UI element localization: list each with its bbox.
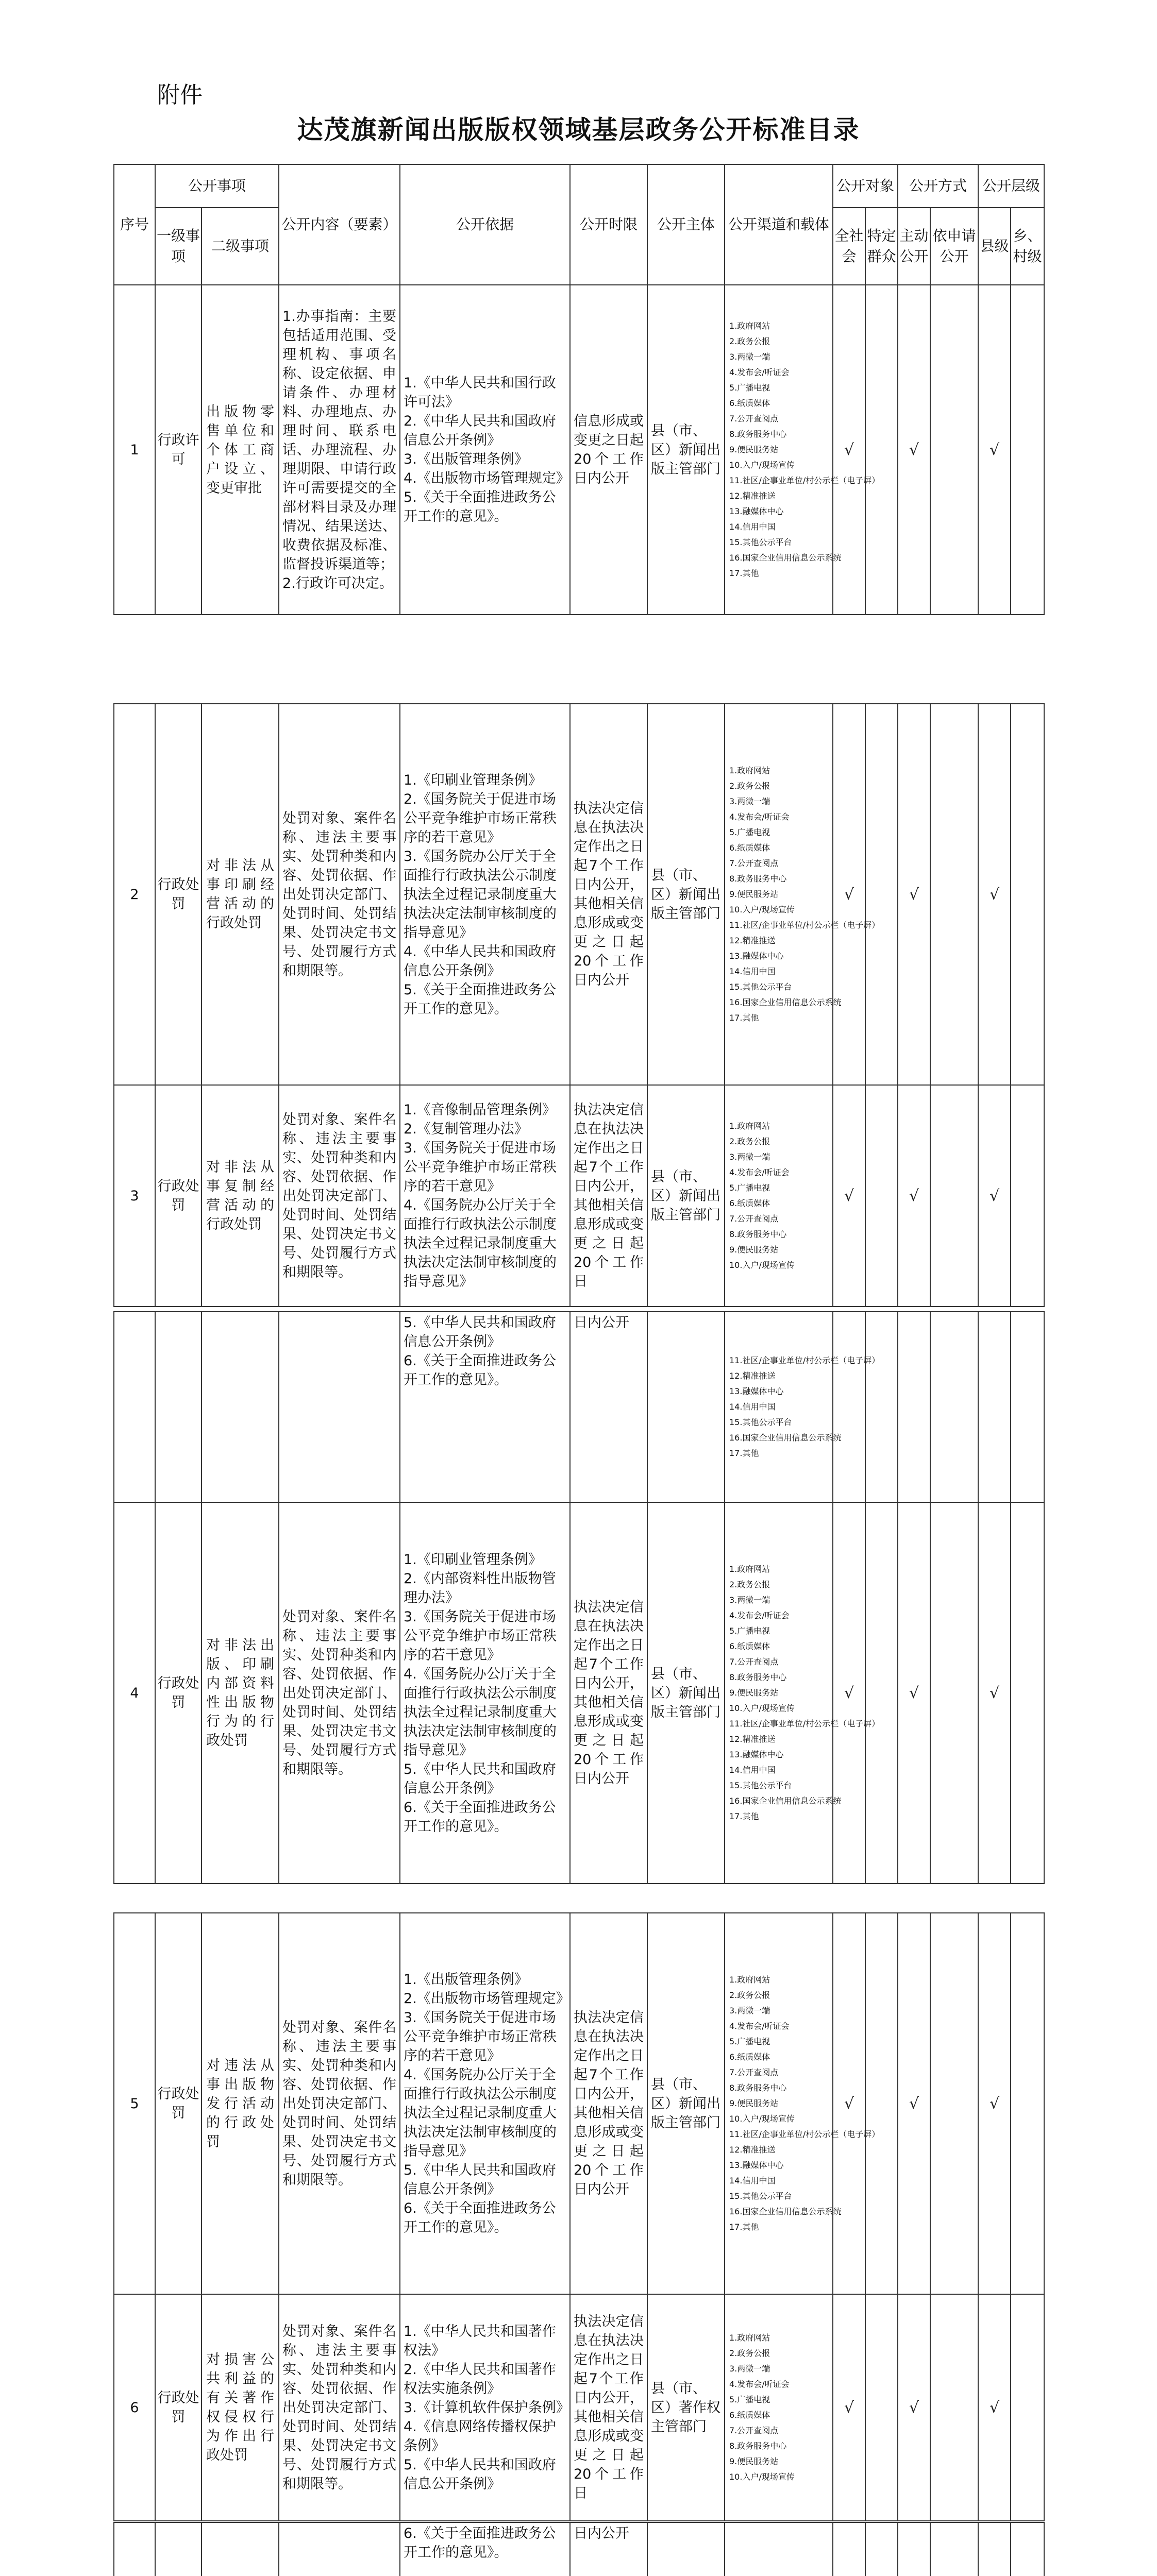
check-specific xyxy=(865,2294,898,2521)
col-item-group: 公开事项 xyxy=(155,164,279,208)
check-active: √ xyxy=(898,1913,930,2294)
check-request xyxy=(930,285,978,615)
table-row xyxy=(114,704,1044,1085)
row-level1 xyxy=(155,1312,202,1502)
channel-item: 16.国家企业信用信息公示系统 xyxy=(729,997,842,1007)
row-subject: 县（市、区）新闻出版主管部门 xyxy=(647,1085,725,1307)
check-request xyxy=(930,1502,978,1884)
check-specific xyxy=(865,1913,898,2294)
channel-item: 14.信用中国 xyxy=(729,967,776,976)
basis-line: 1.《中华人民共和国著作权法》 xyxy=(404,2323,556,2359)
row-level2: 对违法从事出版物发行活动的行政处罚 xyxy=(202,1913,279,2294)
row-subject: 县（市、区）新闻出版主管部门 xyxy=(647,704,725,1085)
check-request xyxy=(930,1085,978,1307)
channel-item: 5.广播电视 xyxy=(729,1626,770,1636)
row-level2: 出版物零售单位和个体工商户设立、变更审批 xyxy=(202,285,279,615)
channel-item: 16.国家企业信用信息公示系统 xyxy=(729,1433,842,1443)
channel-item: 4.发布会/听证会 xyxy=(729,367,790,377)
check-request xyxy=(930,1312,978,1502)
channel-item: 5.广播电视 xyxy=(729,1183,770,1193)
row-content: 处罚对象、案件名称、违法主要事实、处罚种类和内容、处罚依据、作出处罚决定部门、处罚时间、处罚结果、处罚决定书文号、处罚履行方式和期限等。 xyxy=(279,1085,400,1307)
channel-item: 10.入户/现场宣传 xyxy=(729,2472,795,2482)
channel-item: 13.融媒体中心 xyxy=(729,506,784,516)
basis-line: 5.《关于全面推进政务公开工作的意见》。 xyxy=(404,489,556,524)
col-society: 全社会 xyxy=(833,208,865,285)
col-active: 主动公开 xyxy=(898,208,930,285)
check-society: √ xyxy=(833,2294,865,2521)
row-seq: 2 xyxy=(114,704,155,1085)
channel-item: 15.其他公示平台 xyxy=(729,537,792,547)
check-township xyxy=(1011,1312,1044,1502)
check-society xyxy=(833,1312,865,1502)
channel-item: 12.精准推送 xyxy=(729,2145,776,2155)
basis-line: 2.《复制管理办法》 xyxy=(404,1121,528,1137)
channel-item: 4.发布会/听证会 xyxy=(729,2021,790,2031)
channel-item: 5.广播电视 xyxy=(729,827,770,837)
row-basis xyxy=(400,2522,570,2576)
catalog-table-page-4 xyxy=(113,1912,1045,2521)
channel-item: 13.融媒体中心 xyxy=(729,1386,784,1396)
channel-item: 11.社区/企事业单位/村公示栏（电子屏） xyxy=(729,1355,880,1365)
row-seq xyxy=(114,2522,155,2576)
row-content xyxy=(279,285,400,615)
channel-item: 10.入户/现场宣传 xyxy=(729,460,795,470)
basis-line: 3.《国务院关于促进市场公平竞争维护市场正常秩序的若干意见》 xyxy=(404,2010,557,2064)
channel-item: 1.政府网站 xyxy=(729,2333,770,2343)
row-level1: 行政处罚 xyxy=(155,1913,202,2294)
check-county xyxy=(978,2522,1011,2576)
channel-item: 13.融媒体中心 xyxy=(729,2160,784,2170)
check-county: √ xyxy=(978,2294,1011,2521)
check-society: √ xyxy=(833,704,865,1085)
channel-item: 17.其他 xyxy=(729,1013,759,1023)
col-content-label: 公开内容（要素） xyxy=(281,216,397,233)
row-seq: 6 xyxy=(114,2294,155,2521)
channel-item: 6.纸质媒体 xyxy=(729,2052,770,2062)
channel-item: 8.政务服务中心 xyxy=(729,2441,787,2451)
channel-item: 13.融媒体中心 xyxy=(729,951,784,961)
basis-line: 2.《中华人民共和国著作权法实施条例》 xyxy=(404,2361,556,2397)
channel-item: 3.两微一端 xyxy=(729,352,770,362)
basis-line: 4.《国务院办公厅关于全面推行行政执法公示制度执法全过程记录制度重大执法决定法制审核制度的指导意见》 xyxy=(404,2067,557,2159)
check-county: √ xyxy=(978,1502,1011,1884)
col-basis: 公开依据 xyxy=(400,164,570,285)
check-township xyxy=(1011,1913,1044,2294)
row-level2: 对非法从事复制经营活动的行政处罚 xyxy=(202,1085,279,1307)
row-level2: 对非法从事印刷经营活动的行政处罚 xyxy=(202,704,279,1085)
content-line: 1.办事指南：主要包括适用范围、受理机构、事项名称、设定依据、申请条件、办理材料、办理地点、办理时间、联系电话、办理流程、办理期限、申请行政许可需要提交的全部材料目录及办理情况、结果送达、收费依据及标准、监督投诉渠道等； xyxy=(282,308,397,572)
channel-item: 11.社区/企事业单位/村公示栏（电子屏） xyxy=(729,2129,880,2139)
channel-item: 7.公开查阅点 xyxy=(729,1657,779,1667)
check-active: √ xyxy=(898,1085,930,1307)
col-time: 公开时限 xyxy=(570,164,647,285)
channel-item: 10.入户/现场宣传 xyxy=(729,905,795,914)
channel-item: 17.其他 xyxy=(729,1448,759,1458)
row-subject: 县（市、区）新闻出版主管部门 xyxy=(647,1502,725,1884)
channel-item: 9.便民服务站 xyxy=(729,2456,779,2466)
check-township xyxy=(1011,2294,1044,2521)
check-request xyxy=(930,2294,978,2521)
col-level1: 一级事项 xyxy=(155,208,202,285)
basis-line: 1.《印刷业管理条例》 xyxy=(404,772,542,788)
row-subject: 县（市、区）新闻出版主管部门 xyxy=(647,285,725,615)
check-specific xyxy=(865,1312,898,1502)
check-active: √ xyxy=(898,2294,930,2521)
row-level1: 行政处罚 xyxy=(155,2294,202,2521)
col-county: 县级 xyxy=(978,208,1011,285)
row-basis xyxy=(400,2294,570,2521)
check-specific xyxy=(865,1502,898,1884)
channel-item: 8.政务服务中心 xyxy=(729,2083,787,2093)
table-row xyxy=(114,2522,1044,2576)
channel-item: 1.政府网站 xyxy=(729,1975,770,1985)
basis-line: 4.《国务院办公厅关于全面推行行政执法公示制度执法全过程记录制度重大执法决定法制审核制度的指导意见》 xyxy=(404,1666,557,1758)
basis-line: 2.《内部资料性出版物管理办法》 xyxy=(404,1570,556,1606)
channel-item: 12.精准推送 xyxy=(729,936,776,945)
check-specific xyxy=(865,1085,898,1307)
table-row xyxy=(114,285,1044,615)
channel-item: 7.公开查阅点 xyxy=(729,414,779,423)
channel-item: 1.政府网站 xyxy=(729,766,770,775)
check-specific xyxy=(865,285,898,615)
basis-line: 4.《国务院办公厅关于全面推行行政执法公示制度执法全过程记录制度重大执法决定法制审核制度的指导意见》 xyxy=(404,1197,557,1290)
basis-line: 5.《关于全面推进政务公开工作的意见》。 xyxy=(404,981,556,1017)
row-time: 日内公开 xyxy=(570,2522,647,2576)
row-channels xyxy=(725,704,880,1085)
row-basis xyxy=(400,1913,570,2294)
check-county: √ xyxy=(978,1085,1011,1307)
channel-item: 14.信用中国 xyxy=(729,1402,776,1412)
basis-line: 3.《出版管理条例》 xyxy=(404,451,528,467)
check-active xyxy=(898,1312,930,1502)
row-basis xyxy=(400,285,570,615)
channel-item: 2.政务公报 xyxy=(729,781,770,791)
channel-item: 3.两微一端 xyxy=(729,2364,770,2374)
check-society xyxy=(833,2522,865,2576)
check-township xyxy=(1011,1085,1044,1307)
table-row xyxy=(114,1502,1044,1884)
check-society: √ xyxy=(833,1913,865,2294)
basis-line: 3.《计算机软件保护条例》 xyxy=(404,2399,570,2416)
channel-item: 6.纸质媒体 xyxy=(729,398,770,408)
channel-item: 9.便民服务站 xyxy=(729,2098,779,2108)
basis-line: 5.《中华人民共和国政府信息公开条例》 xyxy=(404,2162,556,2197)
row-channels xyxy=(725,1913,880,2294)
col-target-group: 公开对象 xyxy=(833,164,898,208)
channel-item: 8.政务服务中心 xyxy=(729,1672,787,1682)
row-subject xyxy=(647,1312,725,1502)
row-content xyxy=(279,1312,400,1502)
check-county: √ xyxy=(978,1913,1011,2294)
check-active: √ xyxy=(898,704,930,1085)
basis-line: 3.《国务院关于促进市场公平竞争维护市场正常秩序的若干意见》 xyxy=(404,1140,557,1194)
channel-item: 2.政务公报 xyxy=(729,1580,770,1589)
channel-item: 9.便民服务站 xyxy=(729,1245,779,1255)
basis-line: 2.《出版物市场管理规定》 xyxy=(404,1991,570,2007)
col-request: 依申请公开 xyxy=(930,208,978,285)
row-channels xyxy=(725,2294,833,2521)
check-request xyxy=(930,704,978,1085)
channel-item: 6.纸质媒体 xyxy=(729,1641,770,1651)
row-channels xyxy=(725,1502,880,1884)
channel-item: 14.信用中国 xyxy=(729,522,776,532)
row-channels xyxy=(725,1312,880,1502)
col-content xyxy=(279,164,400,285)
basis-line: 2.《中华人民共和国政府信息公开条例》 xyxy=(404,413,556,448)
basis-line: 2.《国务院关于促进市场公平竞争维护市场正常秩序的若干意见》 xyxy=(404,791,557,845)
col-method-group: 公开方式 xyxy=(898,164,978,208)
check-county xyxy=(978,1312,1011,1502)
basis-line: 4.《信息网络传播权保护条例》 xyxy=(404,2418,556,2454)
basis-line: 4.《出版物市场管理规定》 xyxy=(404,470,570,486)
check-township xyxy=(1011,2522,1044,2576)
channel-item: 17.其他 xyxy=(729,568,759,578)
col-specific: 特定群众 xyxy=(865,208,898,285)
channel-item: 11.社区/企事业单位/村公示栏（电子屏） xyxy=(729,920,880,930)
row-subject xyxy=(647,2522,725,2576)
channel-item: 16.国家企业信用信息公示系统 xyxy=(729,1796,842,1806)
channel-item: 13.融媒体中心 xyxy=(729,1750,784,1759)
basis-line: 5.《中华人民共和国政府信息公开条例》 xyxy=(404,1315,556,1350)
check-county: √ xyxy=(978,285,1011,615)
channel-item: 12.精准推送 xyxy=(729,491,776,501)
row-basis xyxy=(400,1312,570,1502)
row-channels xyxy=(725,285,880,615)
channel-item: 5.广播电视 xyxy=(729,383,770,393)
channel-item: 2.政务公报 xyxy=(729,1137,770,1146)
channel-item: 11.社区/企事业单位/村公示栏（电子屏） xyxy=(729,476,880,485)
channel-item: 2.政务公报 xyxy=(729,1990,770,2000)
row-basis xyxy=(400,1085,570,1307)
channel-item: 11.社区/企事业单位/村公示栏（电子屏） xyxy=(729,1719,880,1728)
check-request xyxy=(930,2522,978,2576)
check-request xyxy=(930,1913,978,2294)
channel-item: 1.政府网站 xyxy=(729,1564,770,1574)
channel-item: 10.入户/现场宣传 xyxy=(729,1703,795,1713)
catalog-table-page-5 xyxy=(113,2522,1045,2576)
channel-item: 3.两微一端 xyxy=(729,1595,770,1605)
row-seq: 1 xyxy=(114,285,155,615)
row-time: 执法决定信息在执法决定作出之日起7个工作日内公开，其他相关信息形成或变更之日起20个工作日 xyxy=(570,2294,647,2521)
channel-item: 15.其他公示平台 xyxy=(729,1781,792,1790)
row-level1 xyxy=(155,2522,202,2576)
row-time: 执法决定信息在执法决定作出之日起7个工作日内公开，其他相关信息形成或变更之日起20个工作日内公开 xyxy=(570,1502,647,1884)
row-seq: 4 xyxy=(114,1502,155,1884)
channel-item: 9.便民服务站 xyxy=(729,889,779,899)
check-township xyxy=(1011,1502,1044,1884)
channel-item: 8.政务服务中心 xyxy=(729,429,787,439)
table-row xyxy=(114,1085,1044,1307)
row-seq xyxy=(114,1312,155,1502)
row-time: 信息形成或变更之日起20个工作日内公开 xyxy=(570,285,647,615)
channel-item: 9.便民服务站 xyxy=(729,1688,779,1698)
col-township: 乡、村级 xyxy=(1011,208,1044,285)
channel-item: 17.其他 xyxy=(729,1811,759,1821)
basis-line: 6.《关于全面推进政务公开工作的意见》。 xyxy=(404,2200,556,2235)
row-time: 执法决定信息在执法决定作出之日起7个工作日内公开，其他相关信息形成或变更之日起20个工作日内公开 xyxy=(570,704,647,1085)
channel-item: 3.两微一端 xyxy=(729,2006,770,2015)
channel-item: 1.政府网站 xyxy=(729,321,770,331)
channel-item: 16.国家企业信用信息公示系统 xyxy=(729,553,842,563)
table-row xyxy=(114,1913,1044,2294)
catalog-table-page-1 xyxy=(113,164,1045,615)
channel-item: 8.政务服务中心 xyxy=(729,1229,787,1239)
channel-item: 6.纸质媒体 xyxy=(729,843,770,853)
channel-item: 8.政务服务中心 xyxy=(729,874,787,884)
check-specific xyxy=(865,2522,898,2576)
row-seq: 5 xyxy=(114,1913,155,2294)
row-content: 处罚对象、案件名称、违法主要事实、处罚种类和内容、处罚依据、作出处罚决定部门、处罚时间、处罚结果、处罚决定书文号、处罚履行方式和期限等。 xyxy=(279,704,400,1085)
check-township xyxy=(1011,285,1044,615)
col-subject: 公开主体 xyxy=(647,164,725,285)
check-active xyxy=(898,2522,930,2576)
row-level2 xyxy=(202,2522,279,2576)
basis-line: 6.《关于全面推进政务公开工作的意见》。 xyxy=(404,1353,556,1388)
channel-item: 15.其他公示平台 xyxy=(729,1417,792,1427)
channel-item: 4.发布会/听证会 xyxy=(729,812,790,822)
table-row xyxy=(114,2294,1044,2521)
col-level2: 二级事项 xyxy=(202,208,279,285)
check-society: √ xyxy=(833,285,865,615)
check-specific xyxy=(865,704,898,1085)
basis-line: 1.《音像制品管理条例》 xyxy=(404,1102,556,1118)
row-basis xyxy=(400,1502,570,1884)
basis-line: 5.《中华人民共和国政府信息公开条例》 xyxy=(404,1761,556,1797)
check-active: √ xyxy=(898,1502,930,1884)
basis-line: 3.《国务院关于促进市场公平竞争维护市场正常秩序的若干意见》 xyxy=(404,1608,557,1663)
channel-item: 5.广播电视 xyxy=(729,2395,770,2404)
channel-item: 10.入户/现场宣传 xyxy=(729,1260,795,1270)
channel-item: 14.信用中国 xyxy=(729,1765,776,1775)
row-channels xyxy=(725,1085,833,1307)
check-county: √ xyxy=(978,704,1011,1085)
row-level2: 对损害公共利益的有关著作权侵权行为作出行政处罚 xyxy=(202,2294,279,2521)
channel-item: 12.精准推送 xyxy=(729,1371,776,1381)
attachment-label: 附件 xyxy=(157,82,203,108)
row-subject: 县（市、区）著作权主管部门 xyxy=(647,2294,725,2521)
check-society: √ xyxy=(833,1502,865,1884)
channel-item: 12.精准推送 xyxy=(729,1734,776,1744)
col-seq: 序号 xyxy=(114,164,155,285)
basis-line: 1.《印刷业管理条例》 xyxy=(404,1551,542,1568)
row-content: 处罚对象、案件名称、违法主要事实、处罚种类和内容、处罚依据、作出处罚决定部门、处罚时间、处罚结果、处罚决定书文号、处罚履行方式和期限等。 xyxy=(279,2294,400,2521)
channel-item: 7.公开查阅点 xyxy=(729,1214,779,1224)
row-level2: 对非法出版、印刷内部资料性出版物行为的行政处罚 xyxy=(202,1502,279,1884)
row-level1: 行政处罚 xyxy=(155,704,202,1085)
channel-item: 3.两微一端 xyxy=(729,796,770,806)
basis-line: 6.《关于全面推进政务公开工作的意见》。 xyxy=(404,2526,556,2561)
check-township xyxy=(1011,704,1044,1085)
content-line: 2.行政许可决定。 xyxy=(282,575,393,591)
channel-item: 16.国家企业信用信息公示系统 xyxy=(729,2207,842,2216)
channel-item: 3.两微一端 xyxy=(729,1152,770,1162)
row-content: 处罚对象、案件名称、违法主要事实、处罚种类和内容、处罚依据、作出处罚决定部门、处罚时间、处罚结果、处罚决定书文号、处罚履行方式和期限等。 xyxy=(279,1913,400,2294)
row-time: 执法决定信息在执法决定作出之日起7个工作日内公开，其他相关信息形成或变更之日起20个工作日 xyxy=(570,1085,647,1307)
basis-line: 6.《关于全面推进政务公开工作的意见》。 xyxy=(404,1799,556,1835)
catalog-table-page-3 xyxy=(113,1311,1045,1884)
col-level-group: 公开层级 xyxy=(978,164,1044,208)
channel-item: 10.入户/现场宣传 xyxy=(729,2114,795,2124)
row-level1: 行政许可 xyxy=(155,285,202,615)
col-channel: 公开渠道和载体 xyxy=(725,164,833,285)
basis-line: 1.《出版管理条例》 xyxy=(404,1972,528,1988)
channel-item: 7.公开查阅点 xyxy=(729,2067,779,2077)
basis-line: 4.《中华人民共和国政府信息公开条例》 xyxy=(404,943,556,979)
row-subject: 县（市、区）新闻出版主管部门 xyxy=(647,1913,725,2294)
check-society: √ xyxy=(833,1085,865,1307)
channel-item: 4.发布会/听证会 xyxy=(729,2379,790,2389)
channel-item: 17.其他 xyxy=(729,2222,759,2232)
channel-item: 15.其他公示平台 xyxy=(729,2191,792,2201)
row-channels xyxy=(725,2522,833,2576)
channel-item: 2.政务公报 xyxy=(729,336,770,346)
row-content xyxy=(279,2522,400,2576)
basis-line: 5.《中华人民共和国政府信息公开条例》 xyxy=(404,2456,556,2492)
row-level1: 行政处罚 xyxy=(155,1502,202,1884)
page-title: 达茂旗新闻出版版权领域基层政务公开标准目录 xyxy=(297,114,860,145)
channel-item: 4.发布会/听证会 xyxy=(729,1167,790,1177)
channel-item: 15.其他公示平台 xyxy=(729,982,792,992)
row-time: 日内公开 xyxy=(570,1312,647,1502)
channel-item: 6.纸质媒体 xyxy=(729,1198,770,1208)
channel-item: 14.信用中国 xyxy=(729,2176,776,2185)
basis-line: 3.《国务院办公厅关于全面推行行政执法公示制度执法全过程记录制度重大执法决定法制审核制度的指导意见》 xyxy=(404,848,557,941)
row-time: 执法决定信息在执法决定作出之日起7个工作日内公开，其他相关信息形成或变更之日起20个工作日内公开 xyxy=(570,1913,647,2294)
channel-item: 6.纸质媒体 xyxy=(729,2410,770,2420)
row-level2 xyxy=(202,1312,279,1502)
row-level1: 行政处罚 xyxy=(155,1085,202,1307)
row-content: 处罚对象、案件名称、违法主要事实、处罚种类和内容、处罚依据、作出处罚决定部门、处罚时间、处罚结果、处罚决定书文号、处罚履行方式和期限等。 xyxy=(279,1502,400,1884)
row-basis xyxy=(400,704,570,1085)
channel-item: 5.广播电视 xyxy=(729,2037,770,2046)
channel-item: 2.政务公报 xyxy=(729,2348,770,2358)
catalog-table-page-2 xyxy=(113,703,1045,1307)
check-active: √ xyxy=(898,285,930,615)
channel-item: 7.公开查阅点 xyxy=(729,858,779,868)
table-row xyxy=(114,1312,1044,1502)
channel-item: 4.发布会/听证会 xyxy=(729,1611,790,1620)
row-seq: 3 xyxy=(114,1085,155,1307)
basis-line: 1.《中华人民共和国行政许可法》 xyxy=(404,375,556,410)
channel-item: 1.政府网站 xyxy=(729,1121,770,1131)
channel-item: 9.便民服务站 xyxy=(729,445,779,454)
channel-item: 7.公开查阅点 xyxy=(729,2426,779,2435)
